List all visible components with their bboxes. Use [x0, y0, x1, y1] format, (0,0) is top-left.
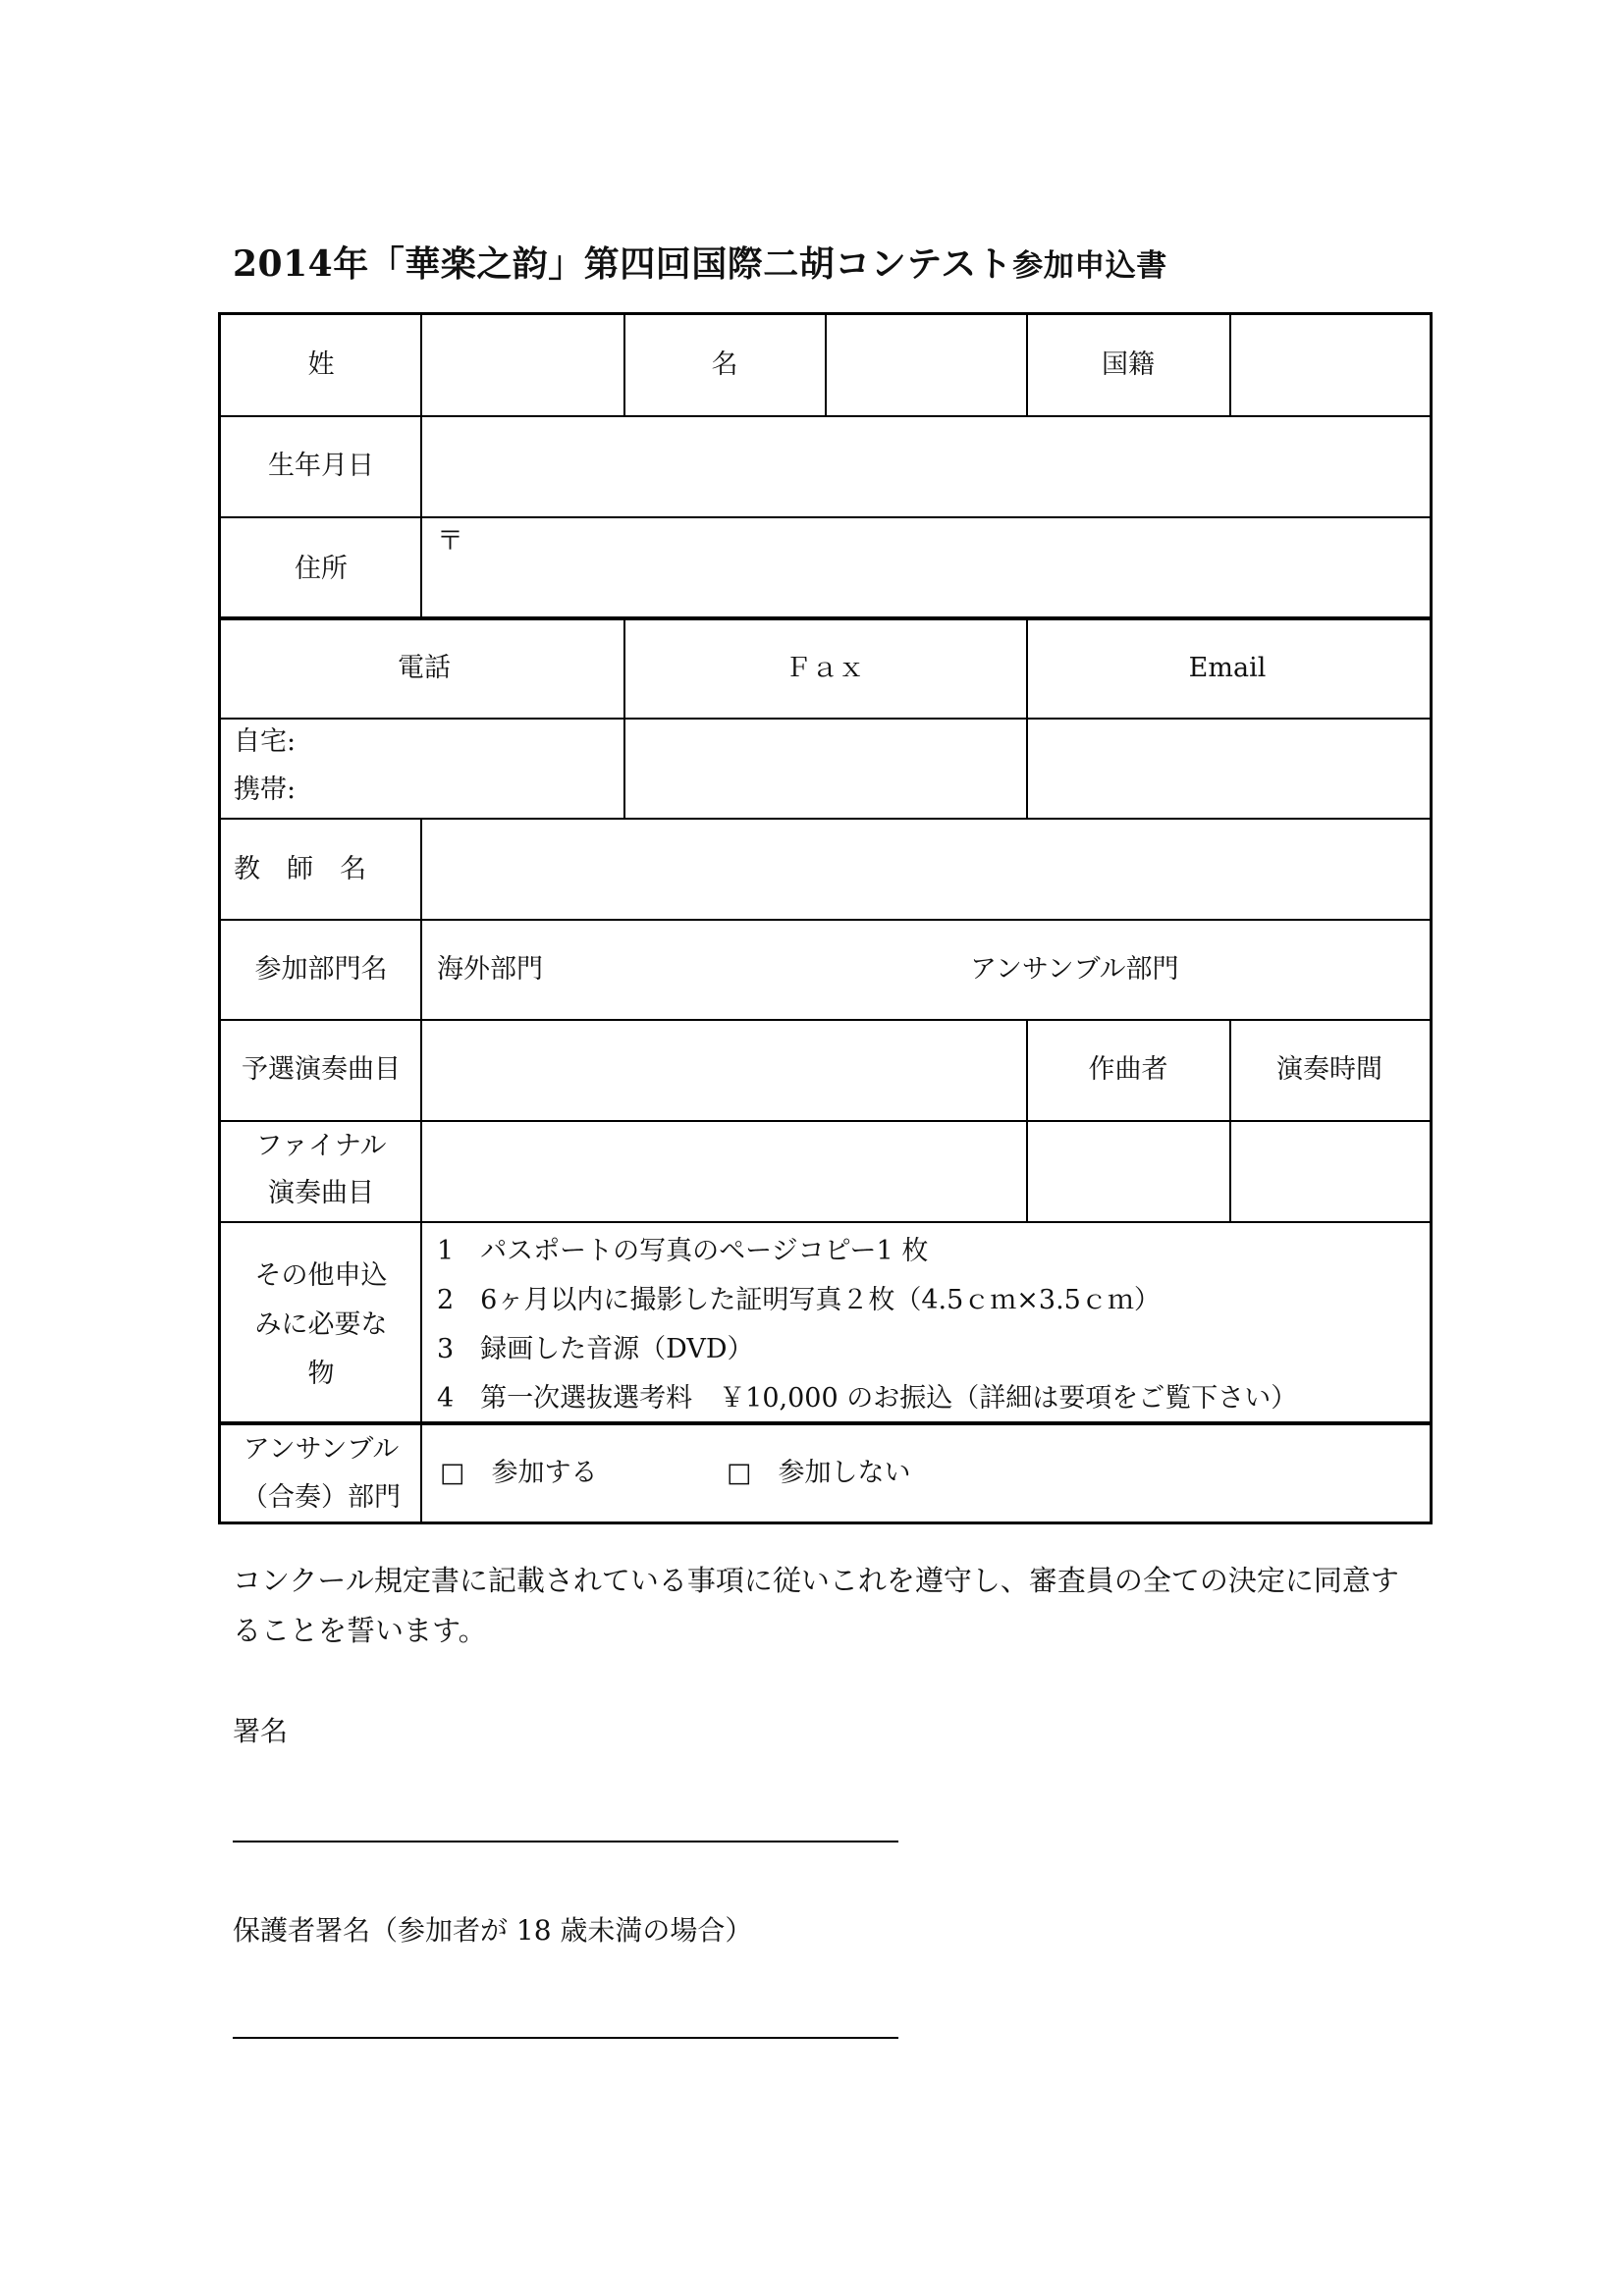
surname-field[interactable] [423, 315, 623, 414]
other-item: 2 6ヶ月以内に撮影した証明写真２枚（4.5ｃｍ×3.5ｃｍ） [437, 1285, 1161, 1315]
col-divider [1229, 315, 1231, 415]
other-items-label-line2: みに必要な [254, 1309, 388, 1340]
birthdate-label: 生年月日 [268, 451, 374, 481]
address-field[interactable] [423, 518, 1430, 615]
title-main: 2014年「華楽之韵」第四回国際二胡コンテスト [233, 243, 1013, 285]
prelim-piece-label: 予選演奏曲目 [242, 1054, 401, 1085]
final-duration-field[interactable] [1232, 1122, 1430, 1220]
row-divider [221, 616, 1430, 620]
participate-label: 参加する [491, 1458, 598, 1488]
not-participate-checkbox[interactable]: □ [727, 1458, 752, 1488]
col-divider [420, 315, 422, 616]
col-divider [1229, 1019, 1231, 1221]
title-suffix: 参加申込書 [1012, 248, 1167, 284]
phone-label: 電話 [398, 653, 451, 683]
postal-mark: 〒 [437, 526, 463, 557]
col-divider [623, 315, 625, 415]
nationality-label: 国籍 [1102, 349, 1155, 380]
col-divider [623, 616, 625, 818]
col-divider [1026, 1019, 1028, 1221]
application-form-table [218, 312, 1433, 1524]
row-divider [221, 919, 1430, 921]
col-divider [825, 315, 827, 415]
given-name-label: 名 [711, 349, 738, 380]
final-composer-field[interactable] [1029, 1122, 1228, 1220]
birthdate-field[interactable] [423, 417, 1430, 515]
fax-field[interactable] [626, 720, 1025, 817]
address-label: 住所 [295, 554, 348, 584]
phone-field[interactable] [339, 720, 622, 817]
not-participate-option[interactable] [727, 1457, 911, 1490]
final-piece-label-line2: 演奏曲目 [268, 1178, 374, 1208]
mobile-phone-label: 携帯: [234, 774, 297, 805]
guardian-signature-label: 保護者署名（参加者が 18 歳未満の場合） [233, 1914, 753, 1947]
signature-line[interactable] [233, 1841, 898, 1842]
email-field[interactable] [1029, 720, 1430, 817]
form-title [233, 237, 1167, 287]
row-divider [221, 1421, 1430, 1425]
nationality-field[interactable] [1232, 315, 1430, 414]
final-piece-field[interactable] [423, 1122, 1024, 1220]
row-divider [221, 1221, 1430, 1223]
other-items-label-line3: 物 [307, 1359, 335, 1389]
duration-label: 演奏時間 [1276, 1054, 1382, 1085]
home-phone-label: 自宅: [234, 726, 297, 757]
pledge-text: コンクール規定書に記載されている事項に従いこれを遵守し、審査員の全ての決定に同意することを誓います。 [233, 1564, 1399, 1647]
composer-label: 作曲者 [1088, 1054, 1168, 1085]
final-piece-label-line1: ファイナル [255, 1131, 387, 1161]
col-divider [1026, 616, 1028, 818]
division-ensemble-option[interactable]: アンサンブル部門 [970, 954, 1179, 985]
division-label: 参加部門名 [254, 954, 388, 985]
division-overseas-option[interactable]: 海外部門 [437, 954, 543, 985]
ensemble-label-line2: （合奏）部門 [242, 1482, 401, 1513]
teacher-label: 教 師 名 [234, 854, 366, 884]
participate-option[interactable] [440, 1457, 598, 1490]
other-item: 1 パスポートの写真のページコピー1 枚 [437, 1236, 929, 1266]
prelim-piece-field[interactable] [423, 1021, 1024, 1119]
ensemble-label-line1: アンサンブル [243, 1434, 400, 1465]
guardian-signature-line[interactable] [233, 2037, 898, 2039]
email-label: Email [1188, 653, 1267, 683]
participate-checkbox[interactable]: □ [440, 1458, 465, 1488]
not-participate-label: 参加しない [778, 1458, 911, 1488]
fax-label: Ｆａｘ [785, 653, 865, 683]
col-divider [420, 818, 422, 1522]
signature-label: 署名 [233, 1715, 289, 1747]
teacher-field[interactable] [423, 820, 1430, 918]
other-item: 3 録画した音源（DVD） [437, 1334, 754, 1364]
other-item: 4 第一次選抜選考料 ￥10,000 のお振込（詳細は要項をご覧下さい） [437, 1383, 1298, 1414]
surname-label: 姓 [307, 349, 335, 380]
given-name-field[interactable] [828, 315, 1025, 414]
col-divider [1026, 315, 1028, 415]
other-items-label-line1: その他申込 [254, 1260, 388, 1291]
